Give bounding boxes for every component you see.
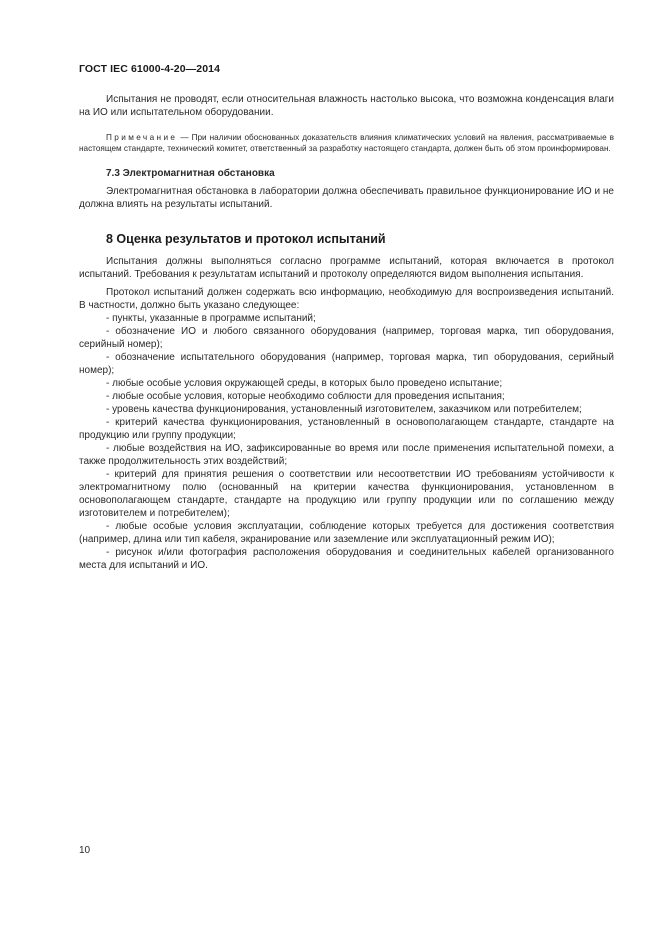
paragraph-em-environment: Электромагнитная обстановка в лаборатории должна обеспечивать правильное функционирование ИО и не должна влиять на результаты испытаний.: [79, 186, 614, 210]
list-item: - любые особые условия окружающей среды, в которых было проведено испытание;: [106, 378, 503, 389]
section-heading-7-3: 7.3 Электромагнитная обстановка: [106, 168, 275, 179]
paragraph-test-protocol: Протокол испытаний должен содержать всю информацию, необходимую для воспроизведения испытаний. В частности, должно быть указано следующее:: [79, 287, 614, 311]
list-item: - любые воздействия на ИО, зафиксированные во время или после применения испытательной помехи, а также продолжительность этих воздействий;: [79, 443, 614, 467]
paragraph-humidity: Испытания не проводят, если относительная влажность настолько высока, что возможна конденсация влаги на ИО или испытательном оборудовании.: [79, 94, 614, 118]
list-item: - обозначение испытательного оборудования (например, торговая марка, тип оборудования, серийный номер);: [79, 352, 614, 376]
list-item: - критерий для принятия решения о соответствии или несоответствии ИО требованиям устойчивости к электромагнитному полю (основанный на критерии качества функционирования, установленном в основополагающем стандарте, стандарте на продукцию или группу продукции или по соглашению между изготовителем и потребителем);: [79, 469, 614, 519]
paragraph-test-program: Испытания должны выполняться согласно программе испытаний, которая включается в протокол испытаний. Требования к результатам испытаний и протоколу определяются видом выполнения испытания.: [79, 256, 614, 280]
note-block: [79, 132, 614, 154]
list-item: - критерий качества функционирования, установленный в основополагающем стандарте, стандарте на продукцию или группу продукции;: [79, 417, 614, 441]
document-header-id: ГОСТ IEC 61000-4-20—2014: [79, 63, 221, 75]
page-content: [79, 93, 614, 572]
section-heading-8: 8 Оценка результатов и протокол испытаний: [106, 232, 386, 246]
note-label: Примечание: [106, 133, 178, 142]
list-item: - рисунок и/или фотография расположения оборудования и соединительных кабелей организованного места для испытаний и ИО.: [79, 547, 614, 571]
protocol-requirements-list: [79, 312, 614, 572]
list-item: - пункты, указанные в программе испытаний;: [106, 313, 316, 324]
list-item: - обозначение ИО и любого связанного оборудования (например, торговая марка, тип оборудования, серийный номер);: [79, 326, 614, 350]
list-item: - уровень качества функционирования, установленный изготовителем, заказчиком или потребителем;: [106, 404, 582, 415]
list-item: - любые особые условия эксплуатации, соблюдение которых требуется для достижения соответствия (например, длина или тип кабеля, экранирование или заземление или эксплуатационный режим ИО);: [79, 521, 614, 545]
list-item: - любые особые условия, которые необходимо соблюсти для проведения испытания;: [106, 391, 505, 402]
page-number: 10: [79, 845, 91, 856]
note-text: — При наличии обоснованных доказательств влияния климатических условий на явления, рассматриваемые в настоящем стандарте, технический комитет, ответственный за разработку настоящего стандарта, должен быть об этом проинформирован.: [79, 133, 614, 153]
